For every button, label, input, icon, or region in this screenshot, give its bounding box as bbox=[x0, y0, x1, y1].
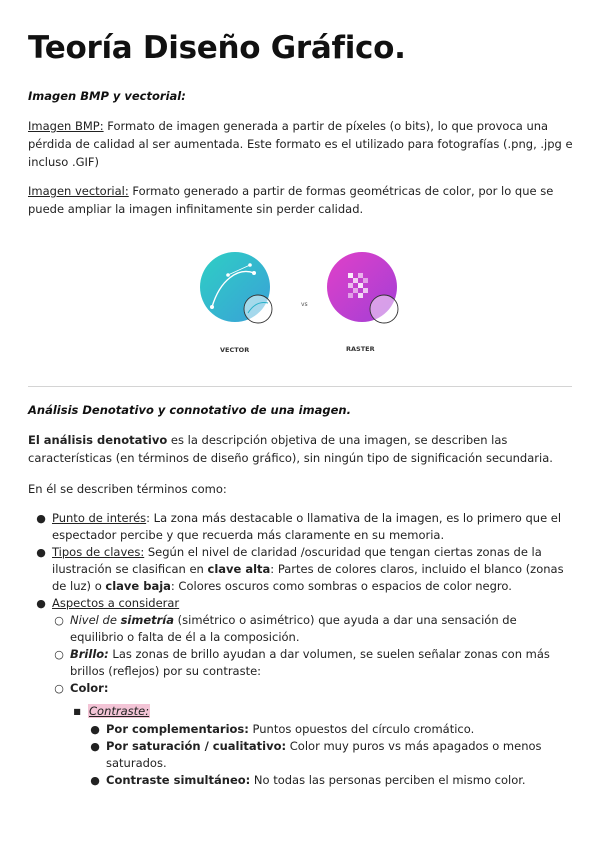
text-vector: Formato generado a partir de formas geométricas de color, por lo que se puede ampliar la imagen infinitamente sin perder calidad. bbox=[28, 184, 554, 216]
bullet-disc-icon: ● bbox=[36, 597, 46, 610]
term-saturation: Por saturación / cualitativo: bbox=[106, 739, 287, 753]
text-denotative: es la descripción objetiva de una imagen, se describen las características (en términos de diseño gráfico), sin ningún tipo de significación secundaria. bbox=[28, 433, 553, 465]
vs-label: vs bbox=[301, 301, 308, 308]
vector-label: VECTOR bbox=[220, 346, 250, 354]
term-contrast: Contraste: bbox=[89, 704, 150, 718]
list-item-saturation bbox=[90, 738, 546, 772]
contrast-sublist bbox=[90, 721, 546, 789]
section-heading-bmp-vector: Imagen BMP y vectorial: bbox=[28, 89, 186, 103]
bullet-disc-icon: ● bbox=[36, 546, 46, 559]
list-item-simultaneous bbox=[90, 772, 546, 789]
text-saturation: Color muy puros vs más apagados o menos saturados. bbox=[106, 739, 542, 770]
section-divider bbox=[28, 386, 572, 387]
raster-magnifier-icon bbox=[370, 295, 398, 323]
term-symmetry: simetría bbox=[120, 613, 175, 627]
bullet-disc-icon: ● bbox=[90, 723, 100, 736]
term-denotative: El análisis denotativo bbox=[28, 433, 168, 447]
term-low-key: clave baja bbox=[105, 579, 171, 593]
list-item-color bbox=[54, 680, 572, 697]
color-sublist bbox=[73, 703, 572, 720]
bullet-circle-icon: ○ bbox=[54, 614, 64, 627]
bullet-circle-icon: ○ bbox=[54, 648, 64, 661]
term-interest: Punto de interés bbox=[52, 511, 147, 525]
paragraph-bmp bbox=[28, 117, 573, 171]
bullet-square-icon: ■ bbox=[73, 707, 81, 716]
section-heading-analysis: Análisis Denotativo y connotativo de una imagen. bbox=[28, 403, 351, 417]
text-keys-2: : Partes de colores claros, incluido el blanco (zonas de luz) o bbox=[52, 562, 564, 593]
term-high-key: clave alta bbox=[207, 562, 271, 576]
document-title: Teoría Diseño Gráfico. bbox=[28, 30, 406, 66]
aspects-sublist bbox=[54, 612, 572, 697]
term-aspects: Aspectos a considerar bbox=[52, 596, 180, 610]
bullet-disc-icon: ● bbox=[90, 740, 100, 753]
term-simultaneous: Contraste simultáneo: bbox=[106, 773, 251, 787]
list-item-interest bbox=[36, 510, 572, 544]
vector-vs-raster-illustration bbox=[190, 245, 420, 360]
list-item-aspects bbox=[36, 595, 572, 612]
list-item-symmetry bbox=[54, 612, 572, 646]
list-item-keys bbox=[36, 544, 572, 595]
term-color: Color: bbox=[70, 681, 109, 695]
text-symmetry: (simétrico o asimétrico) que ayuda a dar una sensación de equilibrio o falta de él a la composición. bbox=[70, 613, 517, 644]
text-symmetry-pre: Nivel de bbox=[70, 613, 121, 627]
text-complementary: Puntos opuestos del círculo cromático. bbox=[248, 722, 475, 736]
paragraph-denotative bbox=[28, 431, 573, 467]
list-item-complementary bbox=[90, 721, 546, 738]
term-keys: Tipos de claves: bbox=[52, 545, 145, 559]
terms-list bbox=[36, 510, 572, 612]
term-vector: Imagen vectorial: bbox=[28, 184, 129, 198]
text-keys-1: Según el nivel de claridad /oscuridad que tengan ciertas zonas de la ilustración se clasifican en bbox=[52, 545, 542, 576]
text-bmp: Formato de imagen generada a partir de píxeles (o bits), lo que provoca una pérdida de calidad al ser aumentada. Este formato es el utilizado para fotografías (.png, .jpg e incluso .GIF) bbox=[28, 119, 573, 169]
term-complementary: Por complementarios: bbox=[106, 722, 249, 736]
list-item-contrast bbox=[73, 703, 572, 720]
raster-label: RASTER bbox=[346, 345, 375, 353]
text-interest: : La zona más destacable o llamativa de la imagen, es lo primero que el espectador percibe y que recuerda más claramente en su memoria. bbox=[52, 511, 562, 542]
paragraph-lead: En él se describen términos como: bbox=[28, 482, 227, 496]
vector-vs-raster-figure bbox=[190, 245, 420, 360]
bullet-disc-icon: ● bbox=[36, 512, 46, 525]
bullet-circle-icon: ○ bbox=[54, 682, 64, 695]
term-bmp: Imagen BMP: bbox=[28, 119, 104, 133]
list-item-brightness bbox=[54, 646, 572, 680]
text-simultaneous: No todas las personas perciben el mismo color. bbox=[250, 773, 526, 787]
text-keys-3: : Colores oscuros como sombras o espacios de color negro. bbox=[170, 579, 512, 593]
paragraph-vector bbox=[28, 182, 573, 218]
text-brightness: Las zonas de brillo ayudan a dar volumen, se suelen señalar zonas con más brillos (reflejos) por su contraste: bbox=[70, 647, 550, 678]
bullet-disc-icon: ● bbox=[90, 774, 100, 787]
vector-magnifier-icon bbox=[244, 295, 272, 323]
term-brightness: Brillo: bbox=[70, 647, 109, 661]
